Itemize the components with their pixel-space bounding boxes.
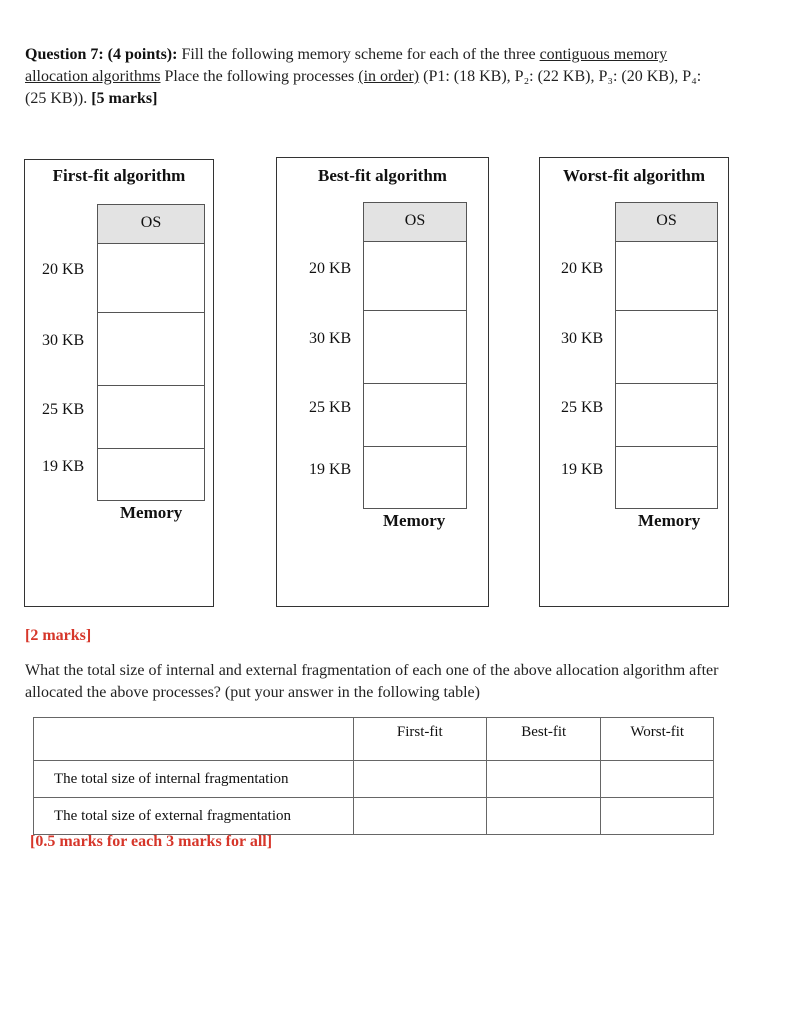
cell-external-best-fit[interactable] — [486, 798, 600, 835]
memory-block-19kb[interactable] — [98, 449, 204, 500]
block-size-label: 25 KB — [309, 399, 352, 416]
memory-block-19kb[interactable] — [616, 447, 717, 508]
memory-block-25kb[interactable] — [364, 384, 466, 447]
block-size-label: 20 KB — [42, 261, 85, 278]
block-size-label: 19 KB — [561, 461, 604, 478]
memory-column — [97, 204, 205, 501]
memory-label: Memory — [638, 511, 701, 530]
worst-fit-panel — [539, 157, 729, 607]
table-corner-cell — [34, 718, 354, 761]
os-block: OS — [364, 203, 466, 242]
os-block: OS — [98, 205, 204, 244]
block-size-label: 25 KB — [42, 401, 85, 418]
memory-block-20kb[interactable] — [616, 242, 717, 311]
block-size-label: 30 KB — [561, 330, 604, 347]
row-label-external: The total size of external fragmentation — [34, 798, 354, 835]
block-size-label: 19 KB — [42, 458, 85, 475]
table-row — [34, 798, 714, 835]
cell-internal-first-fit[interactable] — [353, 761, 486, 798]
header-first-fit: First-fit — [353, 718, 486, 761]
question-underlined-1: contiguous memory allocation algorithms — [25, 46, 668, 85]
memory-block-25kb[interactable] — [616, 384, 717, 447]
memory-block-19kb[interactable] — [364, 447, 466, 508]
question-text-part1: Fill the following memory scheme for each of the three — [177, 46, 540, 63]
row-label-internal: The total size of internal fragmentation — [34, 761, 354, 798]
question-underlined-2: (in order) — [358, 68, 420, 85]
memory-block-30kb[interactable] — [364, 311, 466, 384]
question-text-part3: (P1: (18 KB), P₂: (22 KB), P₃: (20 KB), P₄: (25 KB)). — [25, 68, 702, 107]
memory-block-30kb[interactable] — [616, 311, 717, 384]
section-marks: [2 marks] — [25, 627, 92, 644]
cell-external-first-fit[interactable] — [353, 798, 486, 835]
block-size-label: 20 KB — [309, 260, 352, 277]
memory-label: Memory — [120, 503, 183, 522]
block-size-label: 30 KB — [42, 332, 85, 349]
question-text — [25, 44, 725, 110]
question-text-part2: Place the following processes — [160, 68, 359, 85]
table-header-row — [34, 718, 714, 761]
block-size-label: 25 KB — [561, 399, 604, 416]
panel-title: First-fit algorithm — [52, 166, 186, 185]
block-size-label: 30 KB — [309, 330, 352, 347]
block-size-label: 20 KB — [561, 260, 604, 277]
os-block: OS — [616, 203, 717, 242]
fragmentation-prompt: What the total size of internal and external fragmentation of each one of the above allocation algorithm after allocated the above processes? (put your answer in the following table) — [25, 662, 719, 701]
header-worst-fit: Worst-fit — [601, 718, 714, 761]
question-marks: [5 marks] — [91, 90, 158, 107]
block-size-label: 19 KB — [309, 461, 352, 478]
footer-marks: [0.5 marks for each 3 marks for all] — [30, 833, 273, 850]
memory-column — [615, 202, 718, 509]
memory-label: Memory — [383, 511, 446, 530]
memory-column — [363, 202, 467, 509]
best-fit-panel — [276, 157, 489, 607]
table-row — [34, 761, 714, 798]
first-fit-panel — [24, 159, 214, 607]
memory-block-25kb[interactable] — [98, 386, 204, 449]
memory-block-20kb[interactable] — [98, 244, 204, 313]
memory-block-30kb[interactable] — [98, 313, 204, 386]
cell-external-worst-fit[interactable] — [601, 798, 714, 835]
question-number: Question 7: (4 points): — [25, 46, 178, 63]
cell-internal-best-fit[interactable] — [486, 761, 600, 798]
header-best-fit: Best-fit — [486, 718, 600, 761]
memory-block-20kb[interactable] — [364, 242, 466, 311]
fragmentation-table — [33, 717, 714, 835]
cell-internal-worst-fit[interactable] — [601, 761, 714, 798]
panel-title: Best-fit algorithm — [318, 166, 447, 185]
panel-title: Worst-fit algorithm — [562, 166, 706, 185]
